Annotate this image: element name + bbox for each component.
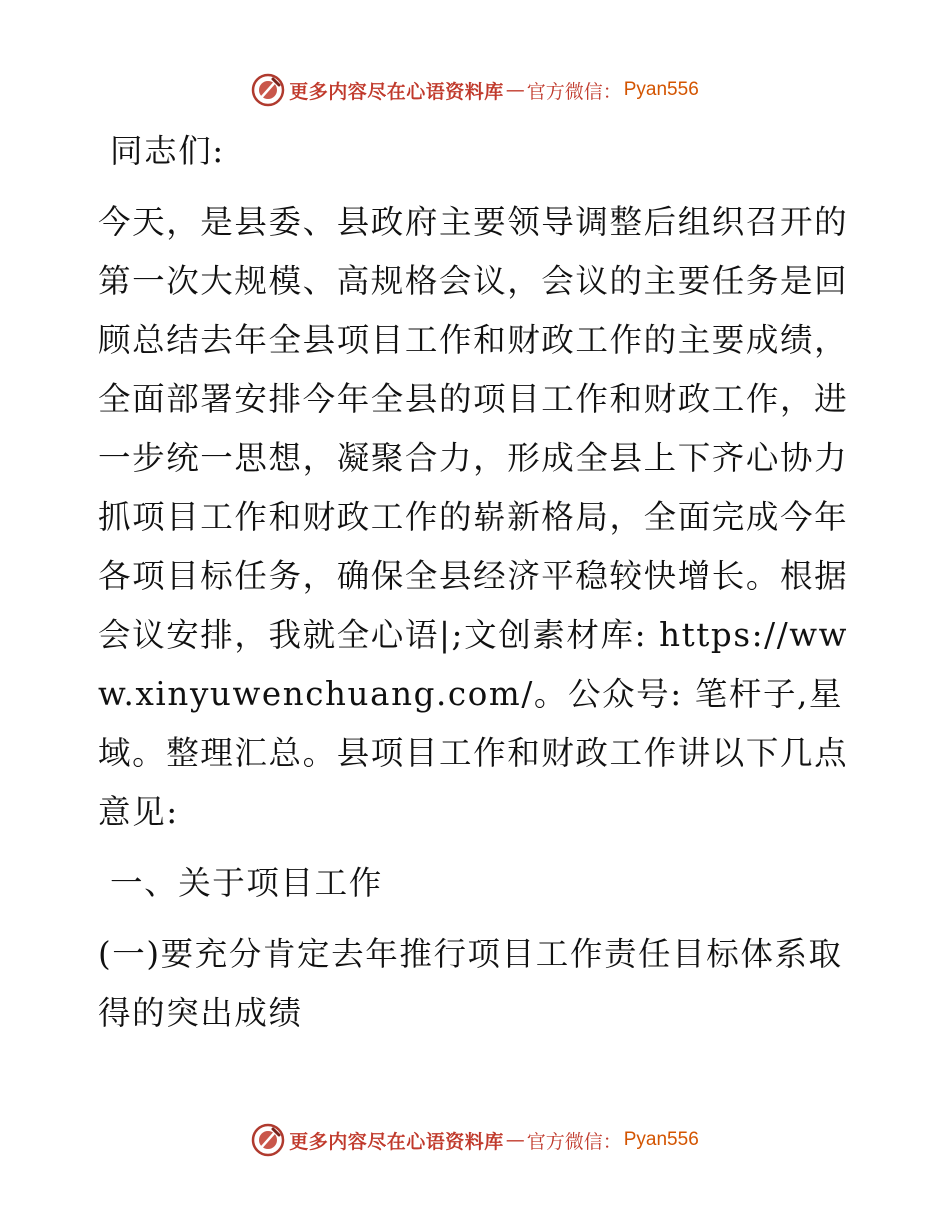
watermark-separator: — [505,1129,525,1151]
footer-watermark [0,1120,950,1160]
watermark-wechat-id: Pyan556 [623,1129,699,1150]
header-watermark [0,70,950,110]
watermark-official-label: 官方微信： [526,1130,622,1153]
watermark-wechat-id: Pyan556 [623,79,699,100]
brand-logo-icon [251,73,285,107]
watermark-brand-text: 更多内容尽在心语资料库 [289,80,504,103]
subsection-heading: (一)要充分肯定去年推行项目工作责任目标体系取得的突出成绩 [98,935,843,1032]
brand-logo-icon [251,1123,285,1157]
watermark-official-label: 官方微信： [526,80,622,103]
greeting: 同志们: [110,132,225,170]
section-heading: 一、关于项目工作 [110,864,383,902]
watermark-separator: — [505,79,525,101]
intro-paragraph: 今天，是县委、县政府主要领导调整后组织召开的第一次大规模、高规格会议，会议的主要任务是回顾总结去年全县项目工作和财政工作的主要成绩，全面部署安排今年全县的项目工作和财政工作，进一步统一思想，凝聚合力，形成全县上下齐心协力抓项目工作和财政工作的崭新格局，全面完成今年各项目标任务，确保全县经济平稳较快增长。根据会议安排，我就全心语|;文创素材库: https://www.xinyuwenchuang.com/。公众号: 笔杆子,星域。整理汇总。县项目工作和财政工作讲以下几点意见: [98,203,849,831]
watermark-brand-text: 更多内容尽在心语资料库 [289,1130,504,1153]
document-body [98,122,858,1043]
